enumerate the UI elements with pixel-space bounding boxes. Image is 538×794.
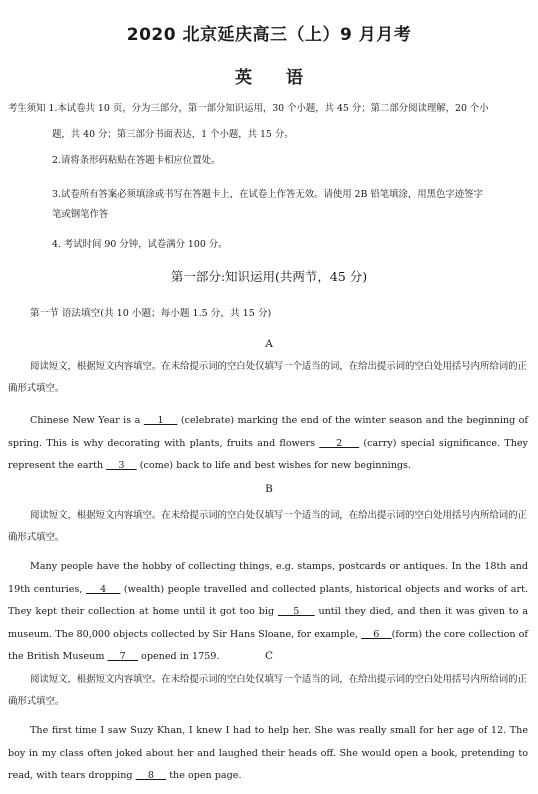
note-2: 2.请将条形码粘贴在答题卡相应位置处。 xyxy=(52,155,221,166)
blank-1[interactable]: 1 xyxy=(143,415,178,426)
blank-8[interactable]: 8 xyxy=(135,770,167,781)
passage-b-seg-5: opened in 1759. xyxy=(138,651,220,662)
passage-b-instruction: 阅读短文，根据短文内容填空。在未给提示词的空白处仅填写一个适当的词，在给出提示词的空白处用括号内所给词的正确形式填空。 xyxy=(8,510,527,543)
passage-b-seg-2: (wealth) people travelled and collected plants, historical objects and works of art. They kept their collection at home until it got too big xyxy=(8,583,528,617)
passage-a-letter: A xyxy=(265,338,273,350)
note-3-line-2: 笔或钢笔作答 xyxy=(52,209,109,220)
passage-a-seg-3: (carry) special significance. They represent the earth xyxy=(8,437,528,471)
note-4: 4. 考试时间 90 分钟，试卷满分 100 分。 xyxy=(52,239,228,250)
passage-b-letter: B xyxy=(265,483,273,495)
subject-title: 英 语 xyxy=(235,68,317,88)
passage-c-letter: C xyxy=(264,650,274,662)
passage-a-instruction: 阅读短文，根据短文内容填空。在未给提示词的空白处仅填写一个适当的词，在给出提示词的空白处用括号内所给词的正确形式填空。 xyxy=(8,361,527,394)
note-1-line-2: 题，共 40 分；第三部分书面表达，1 个小题，共 15 分。 xyxy=(52,129,294,140)
passage-c-seg-1: The first time I saw Suzy Khan, I knew I had to help her. She was really small for her age of 12. The boy in my class often joked about her and laughed their heads off. She would open a book, pretending to read, with tears dropping xyxy=(8,725,528,781)
passage-c-seg-2: the open page. xyxy=(166,770,242,781)
exam-title: 2020 北京延庆高三（上）9 月月考 xyxy=(126,25,412,45)
passage-a-seg-1: Chinese New Year is a xyxy=(30,415,144,426)
part-one-heading: 第一部分:知识运用(共两节，45 分) xyxy=(170,269,368,284)
blank-3[interactable]: 3 xyxy=(106,460,137,471)
note-1-line-1: 考生须知 1.本试卷共 10 页，分为三部分，第一部分知识运用，30 个小题，共 45 分；第二部分阅读理解，20 个小 xyxy=(8,103,489,114)
blank-4[interactable]: 4 xyxy=(85,583,121,595)
note-3-line-1: 3.试卷所有答案必须填涂或书写在答题卡上，在试卷上作答无效。请使用 2B 铅笔填涂，用黑色字迹签字 xyxy=(52,189,483,200)
passage-b-seg-1: Many people have the hobby of collecting things, e.g. stamps, postcards or antiques. In the 18th and 19th centuries, xyxy=(8,561,528,595)
blank-2[interactable]: 2 xyxy=(319,437,360,449)
blank-7[interactable]: 7 xyxy=(107,651,138,662)
passage-b-seg-3: until they died, and then it was given to a museum. The 80,000 objects collected by Sir Hans Sloane, for example, xyxy=(8,606,528,640)
blank-5[interactable]: 5 xyxy=(277,606,315,617)
passage-a-text xyxy=(8,410,528,478)
passage-c-text xyxy=(8,720,528,788)
passage-b-seg-4: (form) the core collection of the British Museum xyxy=(8,628,528,662)
passage-a-seg-2: (celebrate) marking the end of the winter season and the beginning of spring. This is why decorating with plants, fruits and flowers xyxy=(8,415,528,449)
passage-c-instruction: 阅读短文，根据短文内容填空。在未给提示词的空白处仅填写一个适当的词，在给出提示词的空白处用括号内所给词的正确形式填空。 xyxy=(8,674,527,707)
section-one-subheading: 第一节 语法填空(共 10 小题；每小题 1.5 分，共 15 分) xyxy=(30,308,272,319)
passage-a-seg-4: (come) back to life and best wishes for new beginnings. xyxy=(136,460,412,471)
blank-6[interactable]: 6 xyxy=(361,628,392,640)
